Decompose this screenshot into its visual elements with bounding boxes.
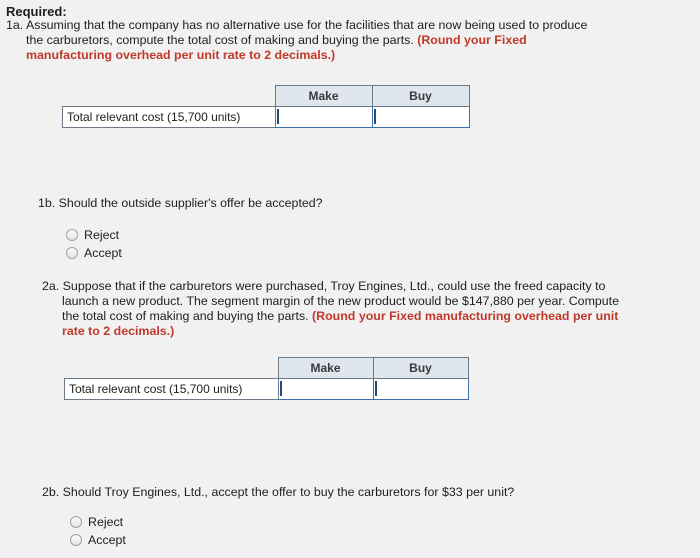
question-1a — [6, 18, 587, 33]
question-2a-line1: 2a. Suppose that if the carburetors were purchased, Troy Engines, Ltd., could use the freed capacity to — [42, 279, 606, 293]
buy-cost-input[interactable] — [373, 108, 469, 126]
radio-button[interactable] — [70, 516, 82, 528]
input-caret — [280, 381, 282, 396]
option-label: Accept — [84, 246, 122, 260]
make-cost-input[interactable] — [276, 108, 372, 126]
option-label: Reject — [88, 515, 124, 529]
question-2a-cont — [62, 294, 619, 339]
input-caret — [374, 109, 376, 124]
question-1a-line1: 1a. Assuming that the company has no alternative use for the facilities that are now being used to produce — [6, 18, 588, 32]
question-1a-cont — [26, 33, 527, 63]
question-2b: 2b. Should Troy Engines, Ltd., accept the offer to buy the carburetors for $33 per unit? — [42, 485, 515, 499]
option-reject-1b[interactable] — [66, 228, 119, 242]
radio-button[interactable] — [66, 229, 78, 241]
question-2a-rounding-note-cont: rate to 2 decimals.) — [62, 324, 175, 338]
question-1a-rounding-note: (Round your Fixed — [417, 33, 527, 47]
make-buy-table-2 — [64, 357, 469, 400]
radio-button[interactable] — [66, 247, 78, 259]
question-2a-line2: launch a new product. The segment margin of the new product would be $147,880 per year. Compute — [62, 294, 620, 308]
option-label: Accept — [88, 533, 126, 547]
option-accept-1b[interactable] — [66, 246, 122, 260]
buy-cost-cell[interactable] — [372, 107, 469, 128]
buy-cost-cell[interactable] — [373, 379, 468, 400]
radio-button[interactable] — [70, 534, 82, 546]
row-label-total-relevant-cost: Total relevant cost (15,700 units) — [63, 107, 276, 128]
buy-column-header: Buy — [373, 358, 468, 379]
input-caret — [375, 381, 377, 396]
make-cost-cell[interactable] — [278, 379, 373, 400]
make-buy-table-1 — [62, 85, 470, 128]
buy-column-header: Buy — [372, 86, 469, 107]
question-1a-rounding-note-cont: manufacturing overhead per unit rate to 2 decimals.) — [26, 48, 336, 62]
question-2a-line3: the total cost of making and buying the parts. — [62, 309, 313, 323]
option-reject-2b[interactable] — [70, 515, 123, 529]
option-accept-2b[interactable] — [70, 533, 126, 547]
option-label: Reject — [84, 228, 120, 242]
input-caret — [277, 109, 279, 124]
question-1b: 1b. Should the outside supplier's offer be accepted? — [38, 196, 323, 210]
make-cost-cell[interactable] — [275, 107, 372, 128]
make-cost-input[interactable] — [279, 380, 373, 398]
make-column-header: Make — [278, 358, 373, 379]
question-2a — [42, 279, 605, 294]
required-heading: Required: — [6, 4, 67, 19]
make-column-header: Make — [275, 86, 372, 107]
question-2a-rounding-note: (Round your Fixed manufacturing overhead per unit — [312, 309, 619, 323]
buy-cost-input[interactable] — [374, 380, 468, 398]
row-label-total-relevant-cost: Total relevant cost (15,700 units) — [65, 379, 279, 400]
question-1a-line2: the carburetors, compute the total cost of making and buying the parts. — [26, 33, 418, 47]
